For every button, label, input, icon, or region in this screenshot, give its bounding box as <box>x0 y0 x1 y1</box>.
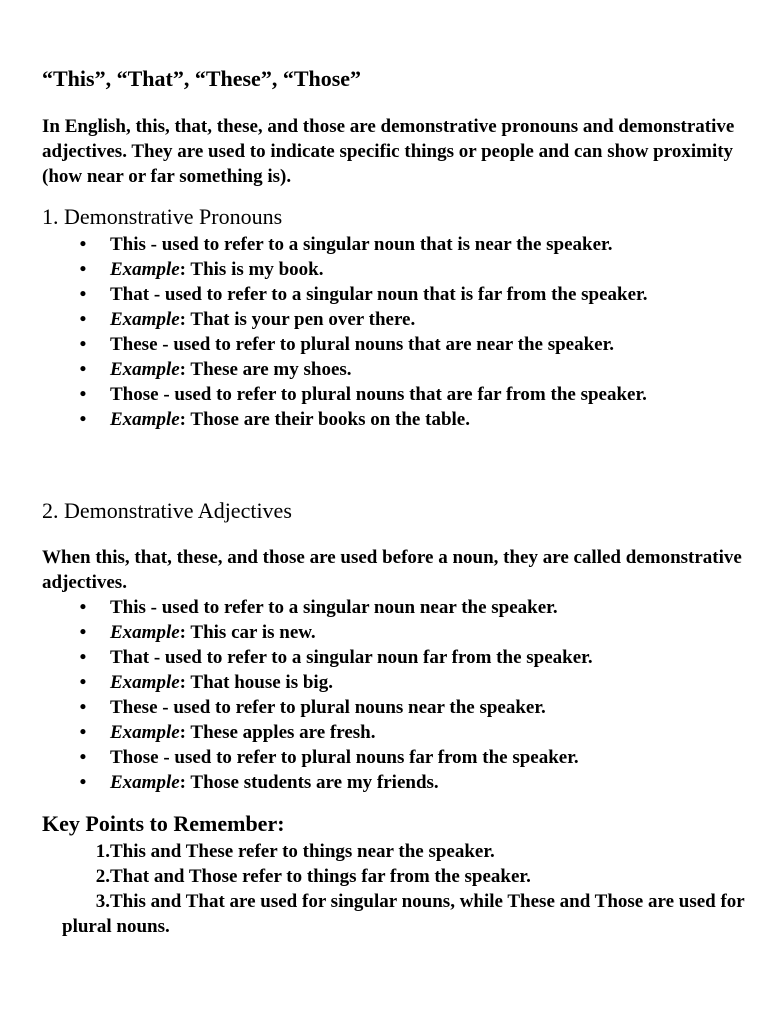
section2-list <box>56 595 746 795</box>
list-item: 3.This and That are used for singular nouns, while These and Those are used for plural nouns. <box>62 891 745 937</box>
list-item: • Example: This is my book. <box>56 257 746 282</box>
bullet-icon: • <box>79 747 87 768</box>
list-item: • Example: These apples are fresh. <box>56 720 746 745</box>
bullet-icon: • <box>79 597 87 618</box>
section2-intro: When this, that, these, and those are used before a noun, they are called demonstrative adjectives. <box>42 547 742 593</box>
key-points-list <box>62 839 746 939</box>
list-item: • Example: This car is new. <box>56 620 746 645</box>
section1-heading: 1. Demonstrative Pronouns <box>42 204 283 229</box>
list-item: • Those - used to refer to plural nouns far from the speaker. <box>56 745 746 770</box>
intro-paragraph: In English, this, that, these, and those are demonstrative pronouns and demonstrative adjectives. They are used to indicate specific things or people and can show proximity (how near or far something is). <box>42 116 735 187</box>
key-points-heading: Key Points to Remember: <box>42 811 285 836</box>
bullet-icon: • <box>79 284 87 305</box>
list-item: • Example: That house is big. <box>56 670 746 695</box>
item-number: 3. <box>95 891 110 912</box>
section1-list <box>56 232 746 432</box>
list-item: • Example: Those are their books on the table. <box>56 407 746 432</box>
item-number: 2. <box>95 866 110 887</box>
bullet-icon: • <box>79 409 87 430</box>
list-item: • That - used to refer to a singular noun far from the speaker. <box>56 645 746 670</box>
bullet-icon: • <box>79 384 87 405</box>
bullet-icon: • <box>79 309 87 330</box>
list-item: 2.That and Those refer to things far from the speaker. <box>62 864 746 889</box>
list-item: • These - used to refer to plural nouns that are near the speaker. <box>56 332 746 357</box>
list-item: • Example: These are my shoes. <box>56 357 746 382</box>
bullet-icon: • <box>79 722 87 743</box>
list-item: • Example: That is your pen over there. <box>56 307 746 332</box>
list-item: • That - used to refer to a singular noun that is far from the speaker. <box>56 282 746 307</box>
list-item: • This - used to refer to a singular noun near the speaker. <box>56 595 746 620</box>
bullet-icon: • <box>79 259 87 280</box>
list-item: • These - used to refer to plural nouns near the speaker. <box>56 695 746 720</box>
bullet-icon: • <box>79 334 87 355</box>
list-item: 1.This and These refer to things near the speaker. <box>62 839 746 864</box>
bullet-icon: • <box>79 622 87 643</box>
list-item: • Example: Those students are my friends. <box>56 770 746 795</box>
bullet-icon: • <box>79 697 87 718</box>
bullet-icon: • <box>79 359 87 380</box>
bullet-icon: • <box>79 772 87 793</box>
page-title: “This”, “That”, “These”, “Those” <box>42 66 362 91</box>
item-number: 1. <box>95 841 110 862</box>
list-item: • Those - used to refer to plural nouns that are far from the speaker. <box>56 382 746 407</box>
list-item: • This - used to refer to a singular noun that is near the speaker. <box>56 232 746 257</box>
section2-heading: 2. Demonstrative Adjectives <box>42 498 292 523</box>
bullet-icon: • <box>79 672 87 693</box>
bullet-icon: • <box>79 234 87 255</box>
bullet-icon: • <box>79 647 87 668</box>
